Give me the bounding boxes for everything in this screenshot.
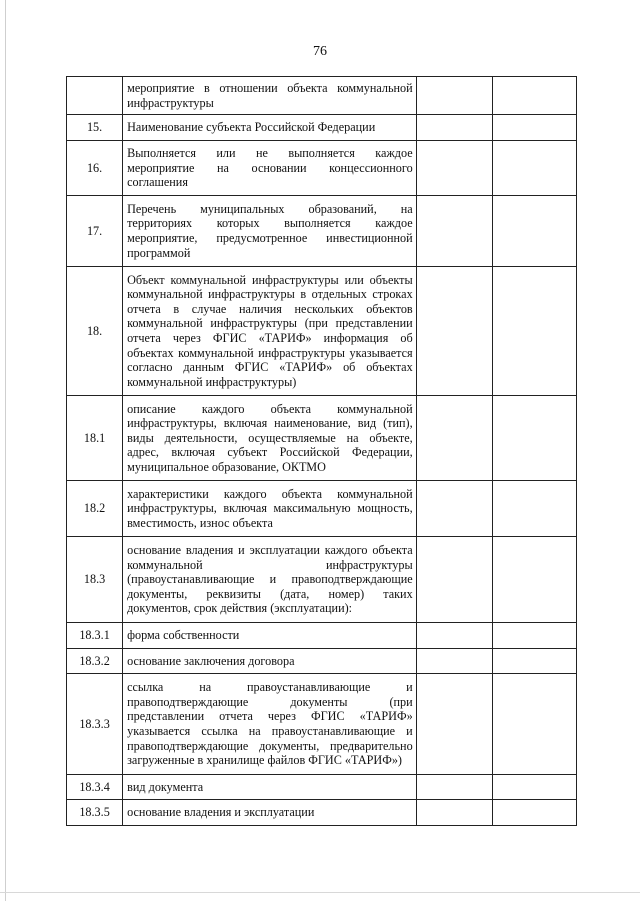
row-number: 18.3.4 bbox=[67, 775, 123, 800]
table-row bbox=[67, 141, 577, 196]
value-cell-1 bbox=[416, 77, 492, 115]
table-row bbox=[67, 537, 577, 623]
row-description: основание заключения договора bbox=[123, 649, 417, 674]
value-cell-1 bbox=[416, 481, 492, 537]
row-number: 18.3.5 bbox=[67, 800, 123, 826]
table-row bbox=[67, 267, 577, 396]
row-description: форма собственности bbox=[123, 623, 417, 649]
value-cell-2 bbox=[492, 267, 576, 396]
table-row bbox=[67, 481, 577, 537]
table-row bbox=[67, 649, 577, 674]
row-description: Перечень муниципальных образований, на территориях которых выполняется каждое мероприятие, предусмотренное инвестиционной программой bbox=[123, 196, 417, 267]
value-cell-2 bbox=[492, 649, 576, 674]
value-cell-2 bbox=[492, 537, 576, 623]
row-number: 18.2 bbox=[67, 481, 123, 537]
value-cell-1 bbox=[416, 800, 492, 826]
table-row bbox=[67, 115, 577, 141]
row-number: 17. bbox=[67, 196, 123, 267]
value-cell-1 bbox=[416, 623, 492, 649]
value-cell-2 bbox=[492, 623, 576, 649]
row-number: 15. bbox=[67, 115, 123, 141]
row-description: вид документа bbox=[123, 775, 417, 800]
scan-bottom-edge bbox=[0, 892, 640, 893]
value-cell-2 bbox=[492, 800, 576, 826]
row-description: ссылка на правоустанавливающие и правоподтверждающие документы (при представлении отчета через ФГИС «ТАРИФ» указывается ссылка на правоустанавливающие и правоподтверждающие документы, предварительно загруженные в хранилище файлов ФГИС «ТАРИФ») bbox=[123, 674, 417, 775]
row-number: 18.3.1 bbox=[67, 623, 123, 649]
row-number: 16. bbox=[67, 141, 123, 196]
value-cell-1 bbox=[416, 649, 492, 674]
value-cell-1 bbox=[416, 196, 492, 267]
scan-left-edge bbox=[5, 0, 6, 901]
row-number: 18. bbox=[67, 267, 123, 396]
row-description: Выполняется или не выполняется каждое мероприятие на основании концессионного соглашения bbox=[123, 141, 417, 196]
row-description: мероприятие в отношении объекта коммунальной инфраструктуры bbox=[123, 77, 417, 115]
row-number: 18.3.3 bbox=[67, 674, 123, 775]
value-cell-2 bbox=[492, 141, 576, 196]
value-cell-1 bbox=[416, 775, 492, 800]
page-number: 76 bbox=[313, 44, 327, 59]
value-cell-2 bbox=[492, 77, 576, 115]
value-cell-1 bbox=[416, 674, 492, 775]
value-cell-2 bbox=[492, 115, 576, 141]
table-row bbox=[67, 775, 577, 800]
table-row bbox=[67, 800, 577, 826]
row-description: характеристики каждого объекта коммунальной инфраструктуры, включая максимальную мощность, вместимость, износ объекта bbox=[123, 481, 417, 537]
row-description: Наименование субъекта Российской Федерации bbox=[123, 115, 417, 141]
value-cell-1 bbox=[416, 115, 492, 141]
row-description: основание владения и эксплуатации bbox=[123, 800, 417, 826]
row-number: 18.3.2 bbox=[67, 649, 123, 674]
row-number bbox=[67, 77, 123, 115]
value-cell-1 bbox=[416, 267, 492, 396]
requirements-table bbox=[66, 76, 577, 826]
value-cell-2 bbox=[492, 775, 576, 800]
row-description: Объект коммунальной инфраструктуры или объекты коммунальной инфраструктуры в отдельных строках отчета в случае наличия нескольких объектов коммунальной инфраструктуры (при представлении отчета через ФГИС «ТАРИФ» информация об объектах коммунальной инфраструктуры указывается согласно данным ФГИС «ТАРИФ» об объектах коммунальной инфраструктуры) bbox=[123, 267, 417, 396]
table-row bbox=[67, 396, 577, 481]
row-description: описание каждого объекта коммунальной инфраструктуры, включая наименование, вид (тип), виды деятельности, осуществляемые на объекте, адрес, включая субъект Российской Федерации, муниципальное образование, ОКТМО bbox=[123, 396, 417, 481]
table-row bbox=[67, 77, 577, 115]
value-cell-2 bbox=[492, 674, 576, 775]
value-cell-1 bbox=[416, 396, 492, 481]
value-cell-1 bbox=[416, 537, 492, 623]
table-row bbox=[67, 674, 577, 775]
value-cell-2 bbox=[492, 481, 576, 537]
row-number: 18.1 bbox=[67, 396, 123, 481]
table-row bbox=[67, 623, 577, 649]
value-cell-2 bbox=[492, 396, 576, 481]
value-cell-1 bbox=[416, 141, 492, 196]
row-description: основание владения и эксплуатации каждого объекта коммунальной инфраструктуры (правоустанавливающие и правоподтверждающие документы, реквизиты (дата, номер) таких документов, срок действия (эксплуатации): bbox=[123, 537, 417, 623]
row-number: 18.3 bbox=[67, 537, 123, 623]
table-row bbox=[67, 196, 577, 267]
value-cell-2 bbox=[492, 196, 576, 267]
